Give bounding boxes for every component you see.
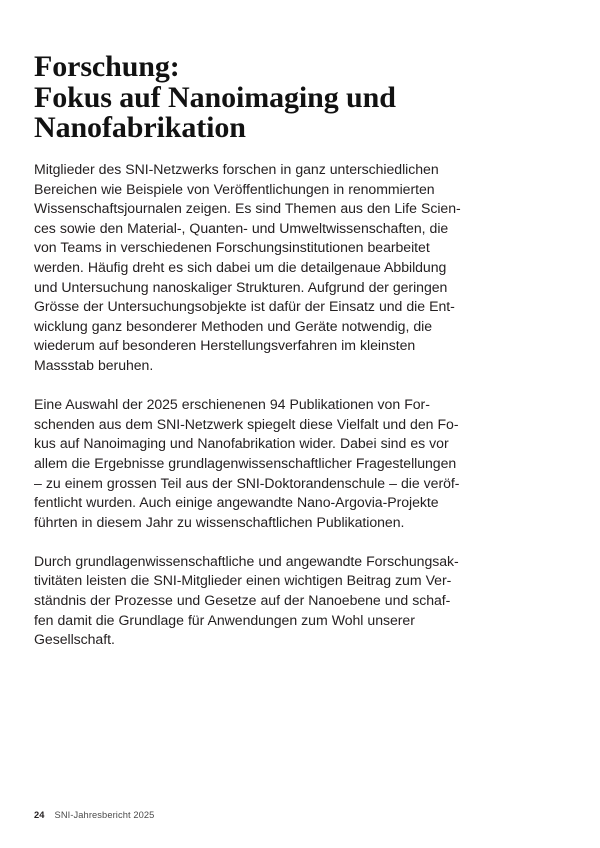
text-line: Grösse der Untersuchungsobjekte ist dafür der Einsatz und die Ent- <box>34 298 455 315</box>
text-line: – zu einem grossen Teil aus der SNI-Doktorandenschule – die veröf- <box>34 474 460 491</box>
body-paragraph <box>34 395 480 532</box>
text-line: führten in diesem Jahr zu wissenschaftlichen Publikationen. <box>34 513 405 530</box>
text-line: ständnis der Prozesse und Gesetze auf der Nanoebene und schaf- <box>34 592 451 609</box>
page-title-line: Fokus auf Nanoimaging und <box>34 80 396 114</box>
text-line: Mitglieder des SNI-Netzwerks forschen in ganz unterschiedlichen <box>34 161 439 177</box>
footer-report-label: SNI-Jahresbericht 2025 <box>54 810 155 820</box>
text-line: wicklung ganz besonderer Methoden und Geräte notwendig, die <box>34 317 433 334</box>
text-line: fentlicht wurden. Auch einige angewandte Nano-Argovia-Projekte <box>34 494 439 511</box>
text-line: allem die Ergebnisse grundlagenwissenschaftlicher Fragestellungen <box>34 454 457 471</box>
text-line: Bereichen wie Beispiele von Veröffentlichungen in renommierten <box>34 180 435 197</box>
page-title <box>34 52 534 144</box>
page-footer <box>34 810 154 820</box>
text-line: Durch grundlagenwissenschaftliche und angewandte Forschungsak- <box>34 552 459 569</box>
footer-page-number: 24 <box>34 810 45 820</box>
text-line: schenden aus dem SNI-Netzwerk spiegelt diese Vielfalt und den Fo- <box>34 415 459 432</box>
page-title-line: Nanofabrikation <box>34 111 246 145</box>
body-paragraph <box>34 160 480 376</box>
text-line: ces sowie den Material-, Quanten- und Umweltwissenschaften, die <box>34 219 449 236</box>
text-line: Massstab beruhen. <box>34 356 154 373</box>
text-line: tivitäten leisten die SNI-Mitglieder einen wichtigen Beitrag zum Ver- <box>34 572 452 589</box>
text-line: fen damit die Grundlage für Anwendungen zum Wohl unserer <box>34 611 415 628</box>
text-line: Wissenschaftsjournalen zeigen. Es sind Themen aus den Life Scien- <box>34 200 461 217</box>
page-title-line: Forschung: <box>34 50 180 84</box>
text-line: Gesellschaft. <box>34 631 115 648</box>
text-line: wiederum auf besonderen Herstellungsverfahren im kleinsten <box>34 337 416 354</box>
text-line: werden. Häufig dreht es sich dabei um die detailgenaue Abbildung <box>34 258 447 275</box>
text-line: von Teams in verschiedenen Forschungsinstitutionen bearbeitet <box>34 239 430 256</box>
body-paragraph <box>34 552 480 650</box>
text-line: kus auf Nanoimaging und Nanofabrikation wider. Dabei sind es vor <box>34 435 449 452</box>
text-line: Eine Auswahl der 2025 erschienenen 94 Publikationen von For- <box>34 396 430 413</box>
text-line: und Untersuchung nanoskaliger Strukturen. Aufgrund der geringen <box>34 278 448 295</box>
article-body <box>34 160 480 650</box>
